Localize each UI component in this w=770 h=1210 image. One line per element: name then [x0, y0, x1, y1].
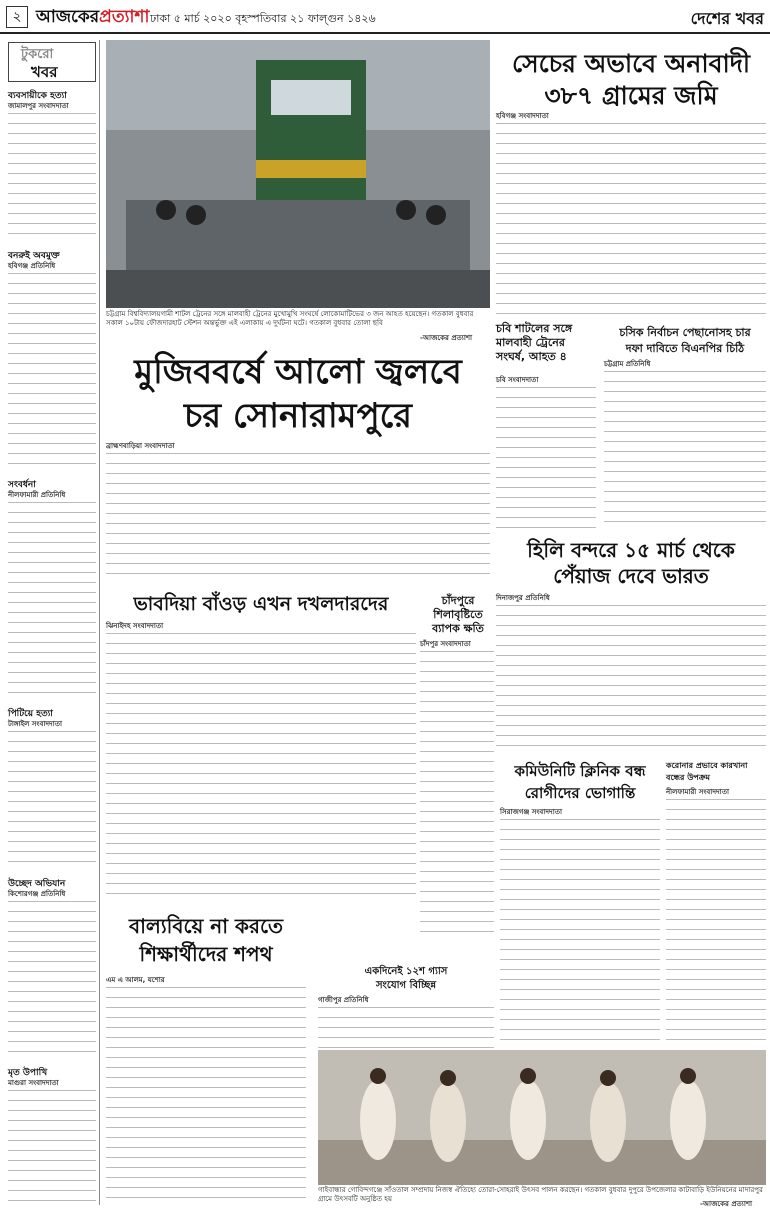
sidebar-item-byline: মাগুরা সংবাদদাতা	[8, 1079, 59, 1087]
mujib-byline: ব্রাহ্মণবাড়িয়া সংবাদদাতা	[106, 442, 175, 450]
hili-byline: দিনাজপুর প্রতিনিধি	[496, 594, 550, 602]
train-photo	[106, 40, 490, 308]
hail-byline: চাঁদপুর সংবাদদাতা	[420, 640, 471, 648]
bottom-caption: গাইবান্ধার গোবিন্দগঞ্জে সাঁওতাল সম্প্রদায় নিজস্ব ঐতিহ্যে তোরা-সোহরাই উৎসব পালন করছেন। গতকাল বুধবার দুপুরে উপজেলার কাটাবাড়ি ইউনিয়নের মাদারপুর গ্রামে উৎসবটি অনুষ্ঠিত হয়	[318, 1186, 763, 1203]
gas-byline: গাজীপুর প্রতিনিধি	[318, 996, 369, 1004]
hail-headline-line1: চাঁদপুরে	[441, 594, 475, 607]
sidebar-item-headline: মৃত উপাখি	[8, 1068, 48, 1078]
sidebar-item-headline: উচ্ছেদ অভিযান	[8, 879, 66, 889]
baor-body	[106, 630, 416, 900]
hail-body	[420, 648, 494, 938]
gas-headline-line1: একদিনেই ১২শ গ্যাস	[364, 966, 448, 977]
hili-body	[496, 602, 766, 752]
logo-prefix: আজকের	[36, 7, 100, 27]
train-headline: চবি শাটলের সঙ্গে মালবাহী ট্রেনের সংঘর্ষ, আহত ৪	[496, 322, 573, 363]
corona-headline-line2: বন্ধের উপক্রম	[666, 773, 710, 782]
photo-credit: -আজকের প্রত্যাশা	[420, 334, 473, 342]
hail-headline-line3: ব্যাপক ক্ষতি	[432, 622, 484, 635]
sidebar-item-body	[8, 898, 96, 1058]
sidebar-item-body	[8, 270, 96, 470]
newspaper-logo	[36, 4, 149, 32]
sidebar-item-body	[8, 728, 96, 868]
train-body	[496, 384, 596, 528]
sidebar-item-headline: ব্যবসায়ীকে হত্যা	[8, 91, 67, 101]
lead-body	[496, 120, 766, 320]
masthead	[0, 0, 770, 34]
lead-byline: হবিগঞ্জ সংবাদদাতা	[496, 112, 549, 120]
logo-accent: প্রত্যাশা	[99, 7, 150, 27]
train-photo-image	[106, 40, 490, 308]
bottom-credit: -আজকের প্রত্যাশা	[700, 1200, 753, 1208]
sidebar-title-bottom: খবর	[31, 63, 58, 81]
festival-photo-image	[318, 1050, 766, 1185]
hili-headline-line1: হিলি বন্দরে ১৫ মার্চ থেকে	[527, 538, 735, 562]
hail-headline-line2: শিলাবৃষ্টিতে	[433, 608, 483, 621]
baor-headline: ভাবদিয়া বাঁওড় এখন দখলদারদের	[133, 593, 389, 615]
sidebar-item-byline: কিশোরগঞ্জ প্রতিনিধি	[8, 890, 66, 898]
marriage-headline-line1: বাল্যবিয়ে না করতে	[128, 914, 283, 938]
mujib-headline-line1: মুজিববর্ষে আলো জ্বলবে	[134, 352, 462, 392]
marriage-body	[106, 984, 306, 1202]
photo-caption: চট্টগ্রাম বিশ্ববিদ্যালয়গামী শাটল ট্রেনের সঙ্গে মালবাহী ট্রেনের মুখোমুখি সংঘর্ষে লোকোমাটিভের ৩ জন আহত হয়েছেন। গতকাল বুধবার সকাল ১০টায় ফৌজদারহাট স্টেশন অন্তর্ভুক্ত এই এলাকায় এ দুর্ঘটনা ঘটে। গতকাল বুধবার তোলা ছবি	[106, 310, 474, 327]
chasik-headline-line1: চসিক নির্বাচন পেছানোসহ চার	[619, 326, 751, 339]
sidebar	[4, 40, 100, 1205]
sidebar-item-headline: বনরুই অবমুক্ত	[8, 251, 60, 261]
mujib-headline-line2: চর সোনারামপুরে	[183, 396, 413, 436]
chasik-body	[604, 368, 766, 528]
lead-headline-line1: সেচের অভাবে অনাবাদী	[511, 49, 751, 78]
date-line: ঢাকা ৫ মার্চ ২০২০ বৃহস্পতিবার ২১ ফাল্গুন ১৪২৬	[150, 12, 376, 25]
sidebar-title-top: টুকরো	[21, 47, 54, 62]
clinic-headline-line2: রোগীদের ভোগান্তি	[524, 784, 636, 802]
marriage-byline: এম এ আলম, যশোর	[106, 976, 165, 984]
baor-byline: ঝিনাইদহ সংবাদদাতা	[106, 622, 164, 630]
sidebar-item-byline: হবিগঞ্জ প্রতিনিধি	[8, 262, 56, 270]
clinic-body	[500, 816, 660, 1046]
clinic-headline-line1: কমিউনিটি ক্লিনিক বন্ধ	[514, 762, 646, 780]
sidebar-item-byline: টাঙ্গাইল সংবাদদাতা	[8, 720, 63, 728]
clinic-byline: সিরাজগঞ্জ সংবাদদাতা	[500, 808, 563, 816]
corona-body	[666, 796, 766, 1046]
page-number: ২	[6, 6, 28, 28]
gas-headline-line2: সংযোগ বিচ্ছিন্ন	[375, 980, 437, 991]
sidebar-item-headline: সংবর্ধনা	[8, 480, 36, 490]
sidebar-item-body	[8, 110, 96, 240]
marriage-headline-line2: শিক্ষার্থীদের শপথ	[139, 942, 273, 966]
corona-headline-line1: করোনার প্রভাবে কারখানা	[666, 761, 748, 770]
sidebar-item-byline: জামালপুর সংবাদদাতা	[8, 102, 69, 110]
section-title: দেশের খবর	[690, 9, 764, 28]
festival-photo	[318, 1050, 766, 1185]
sidebar-item-byline: নীলফামারী প্রতিনিধি	[8, 491, 66, 499]
sidebar-item-body	[8, 1087, 96, 1202]
corona-byline: নীলফামারী সংবাদদাতা	[666, 788, 729, 796]
sidebar-item-headline: পিটিয়ে হত্যা	[8, 709, 53, 719]
mujib-body	[106, 450, 490, 575]
chasik-headline-line2: দফা দাবিতে বিএনপির চিঠি	[625, 342, 745, 355]
train-byline: চবি সংবাদদাতা	[496, 376, 539, 384]
sidebar-title	[8, 42, 96, 82]
lead-headline-line2: ৩৮৭ গ্রামের জমি	[544, 81, 718, 110]
chasik-byline: চট্টগ্রাম প্রতিনিধি	[604, 360, 651, 368]
sidebar-item-body	[8, 499, 96, 699]
hili-headline-line2: পেঁয়াজ দেবে ভারত	[553, 564, 709, 588]
